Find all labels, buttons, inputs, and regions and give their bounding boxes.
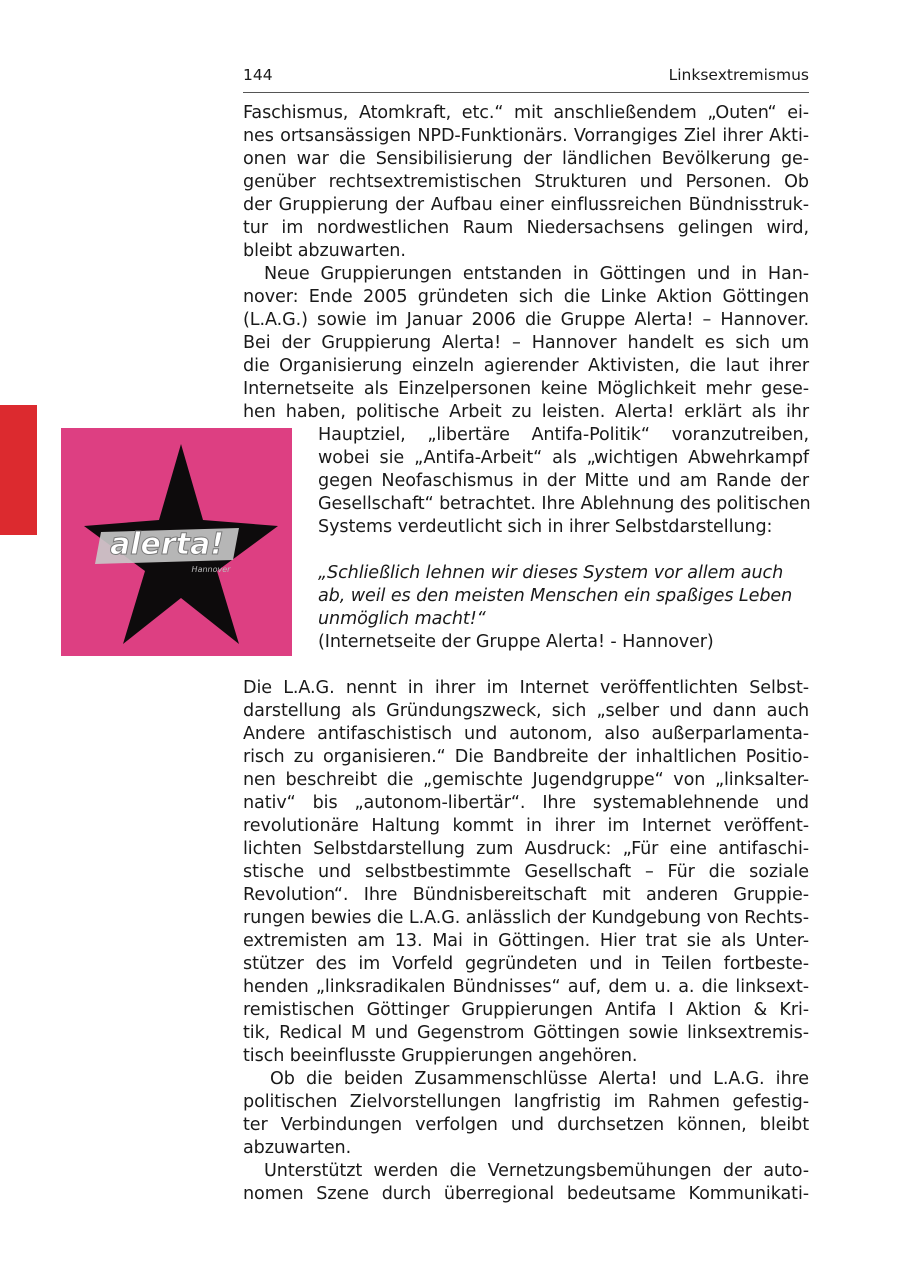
text-line: nativ“ bis „autonom-libertär“. Ihre systemablehnende und (243, 793, 809, 813)
text-line: nes ortsansässigen NPD-Funktionärs. Vorrangiges Ziel ihrer Akti- (243, 126, 809, 146)
text-line: Gesellschaft“ betrachtet. Ihre Ablehnung des politischen (318, 494, 811, 514)
text-line: Bei der Gruppierung Alerta! – Hannover handelt es sich um (243, 333, 809, 353)
text-line: die Organisierung einzeln agierender Aktivisten, die laut ihrer (243, 356, 809, 376)
paragraph-first-line: Neue Gruppierungen entstanden in Göttingen und in Han- (264, 264, 809, 284)
text-line: Hauptziel, „libertäre Antifa-Politik“ voranzutreiben, (318, 425, 809, 445)
text-line: nover: Ende 2005 gründeten sich die Linke Aktion Göttingen (243, 287, 809, 307)
text-line: genüber rechtsextremistischen Strukturen und Personen. Ob (243, 172, 809, 192)
text-line: nomen Szene durch überregional bedeutsame Kommunikati- (243, 1184, 809, 1204)
text-line: extremisten am 13. Mai in Göttingen. Hier trat sie als Unter- (243, 931, 809, 951)
text-line: stützer des im Vorfeld gegründeten und in Teilen fortbeste- (243, 954, 809, 974)
chapter-marker-bar (0, 405, 37, 535)
text-line: Faschismus, Atomkraft, etc.“ mit anschließendem „Outen“ ei- (243, 103, 809, 123)
text-line: bleibt abzuwarten. (243, 241, 406, 261)
text-line: Die L.A.G. nennt in ihrer im Internet veröffentlichten Selbst- (243, 678, 809, 698)
running-title: Linksextremismus (668, 66, 809, 84)
alerta-star-logo (61, 428, 292, 656)
text-line: Systems verdeutlicht sich in ihrer Selbstdarstellung: (318, 517, 773, 537)
quote-line: ab, weil es den meisten Menschen ein spaßiges Leben (318, 586, 793, 606)
text-line: lichten Selbstdarstellung zum Ausdruck: „Für eine antifaschi- (243, 839, 809, 859)
text-line: (L.A.G.) sowie im Januar 2006 die Gruppe Alerta! – Hannover. (243, 310, 809, 330)
text-line: der Gruppierung der Aufbau einer einflussreichen Bündnisstruk- (243, 195, 809, 215)
text-line: Andere antifaschistisch und autonom, also außerparlamenta- (243, 724, 809, 744)
text-line: tur im nordwestlichen Raum Niedersachsens gelingen wird, (243, 218, 809, 238)
text-line: revolutionäre Haltung kommt in ihrer im Internet veröffent- (243, 816, 809, 836)
alerta-logo-image (61, 428, 292, 656)
text-line: risch zu organisieren.“ Die Bandbreite der inhaltlichen Positio- (243, 747, 809, 767)
text-line: onen war die Sensibilisierung der ländlichen Bevölkerung ge- (243, 149, 809, 169)
text-line: Revolution“. Ihre Bündnisbereitschaft mit anderen Gruppie- (243, 885, 809, 905)
text-line: abzuwarten. (243, 1138, 352, 1158)
paragraph-first-line: Ob die beiden Zusammenschlüsse Alerta! und L.A.G. ihre (270, 1069, 809, 1089)
svg-text:Hannover: Hannover (191, 565, 231, 574)
running-header (243, 66, 809, 93)
text-line: tisch beeinflusste Gruppierungen angehören. (243, 1046, 638, 1066)
svg-text:alerta!: alerta! (110, 527, 224, 562)
text-line: tik, Redical M und Gegenstrom Göttingen sowie linksextremis- (243, 1023, 809, 1043)
text-line: wobei sie „Antifa-Arbeit“ als „wichtigen Abwehrkampf (318, 448, 809, 468)
text-line: nen beschreibt die „gemischte Jugendgruppe“ von „linksalter- (243, 770, 809, 790)
text-line: hen haben, politische Arbeit zu leisten. Alerta! erklärt als ihr (243, 402, 809, 422)
text-line: darstellung als Gründungszweck, sich „selber und dann auch (243, 701, 809, 721)
text-line: remistischen Göttinger Gruppierungen Antifa I Aktion & Kri- (243, 1000, 809, 1020)
text-line: Internetseite als Einzelpersonen keine Möglichkeit mehr gese- (243, 379, 809, 399)
text-line: politischen Zielvorstellungen langfristig im Rahmen gefestig- (243, 1092, 809, 1112)
page-number: 144 (243, 66, 273, 84)
text-line: henden „linksradikalen Bündnisses“ auf, dem u. a. die linksext- (243, 977, 809, 997)
text-line: rungen bewies die L.A.G. anlässlich der Kundgebung von Rechts- (243, 908, 809, 928)
text-line: ter Verbindungen verfolgen und durchsetzen können, bleibt (243, 1115, 809, 1135)
text-line: stische und selbstbestimmte Gesellschaft – Für die soziale (243, 862, 809, 882)
quote-line: „Schließlich lehnen wir dieses System vor allem auch (318, 563, 784, 583)
quote-line: unmöglich macht!“ (318, 609, 486, 629)
text-line: gegen Neofaschismus in der Mitte und am Rande der (318, 471, 809, 491)
paragraph-first-line: Unterstützt werden die Vernetzungsbemühungen der auto- (264, 1161, 809, 1181)
quote-source: (Internetseite der Gruppe Alerta! - Hannover) (318, 632, 714, 652)
